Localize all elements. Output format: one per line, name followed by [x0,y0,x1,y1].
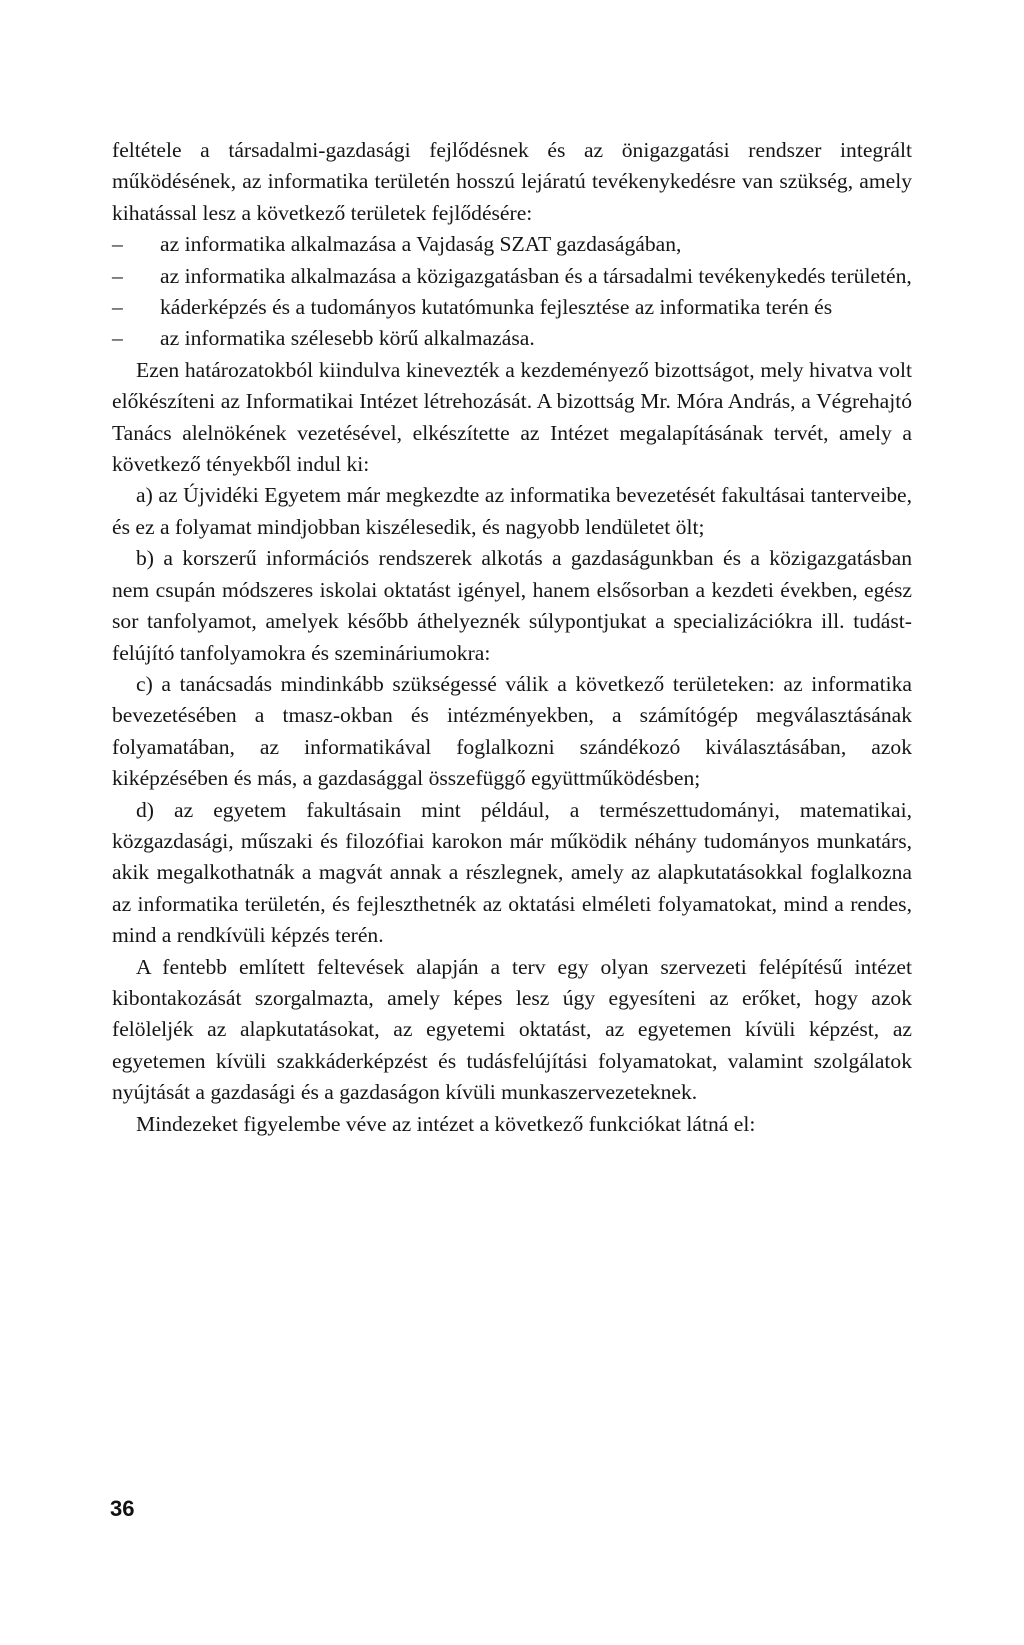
dash-item-text: az informatika alkalmazása a Vajdaság SZAT gazdaságában, [160,232,682,257]
dash-item-text: káderképzés és a tudományos kutatómunka fejlesztése az informatika terén és [160,295,833,320]
dash-marker: – [112,232,123,257]
paragraph-functions: Mindezeket figyelembe véve az intézet a következő funkciókat látná el: [136,1111,756,1136]
list-item-c: c) a tanácsadás mindinkább szükségessé válik a következő területeken: az informatika bevezetésében a tmasz-okban és intézményekben, a számítógép megválasztásának folyamatában, az informatikával foglalkozni szándékozó kiválasztásában, azok kiképzésében és más, a gazdasággal összefüggő együttműködésben; [112,671,912,791]
list-item-d: d) az egyetem fakultásain mint például, a természettudományi, matematikai, közgazdasági, műszaki és filozófiai karokon már működik néhány tudományos munkatárs, akik megalkothatnák a magvát annak a részlegnek, amely az alapkutatásokkal foglalkozna az informatika területén, és fejleszthetnék az oktatási elméleti folyamatokat, mind a rendes, mind a rendkívüli képzés terén. [112,797,912,948]
dash-item [112,229,912,260]
dash-item [112,261,912,292]
list-item-a: a) az Újvidéki Egyetem már megkezdte az informatika bevezetését fakultásai tanterveibe, és ez a folyamat mindjobban kiszélesedik, és nagyobb lendületet ölt; [112,483,912,539]
dash-marker: – [112,295,123,320]
page-number: 36 [110,1496,135,1521]
dash-item [112,323,912,354]
dash-item-text: az informatika alkalmazása a közigazgatásban és a társadalmi tevékenykedés területén, [160,263,912,288]
paragraph-plan: A fentebb említett feltevések alapján a terv egy olyan szervezeti felépítésű intézet kibontakozását szorgalmazta, amely képes lesz úgy egyesíteni az erőket, hogy azok felöleljék az alapkutatásokat, az egyetemi oktatást, az egyetemen kívüli képzést, az egyetemen kívüli szakkáderképzést és tudásfelújítási folyamatokat, valamint szolgálatok nyújtását a gazdasági és a gazdaságon kívüli munkaszervezeteknek. [112,954,912,1105]
dash-marker: – [112,326,123,351]
paragraph-committee: Ezen határozatokból kiindulva kinevezték a kezdeményező bizottságot, mely hivatva volt előkészíteni az Informatikai Intézet létrehozását. A bizottság Mr. Móra András, a Végrehajtó Tanács alelnökének vezetésével, elkészítette az Intézet megalapításának tervét, amely a következő tényekből indul ki: [112,357,912,477]
paragraph-intro: feltétele a társadalmi-gazdasági fejlődésnek és az önigazgatási rendszer integrált működésének, az informatika területén hosszú lejáratú tevékenykedésre van szükség, amely kihatással lesz a következő területek fejlődésére: [112,138,912,225]
dash-item [112,292,912,323]
dash-marker: – [112,263,123,288]
page-text [112,135,912,1140]
list-item-b: b) a korszerű információs rendszerek alkotás a gazdaságunkban és a közigazgatásban nem csupán módszeres iskolai oktatást igényel, hanem elsősorban a kezdeti években, egész sor tanfolyamot, amelyek később áthelyeznék súlypontjukat a specializációkra ill. tudást-felújító tanfolyamokra és szemináriumokra: [112,546,912,665]
dash-item-text: az informatika szélesebb körű alkalmazása. [160,326,535,351]
